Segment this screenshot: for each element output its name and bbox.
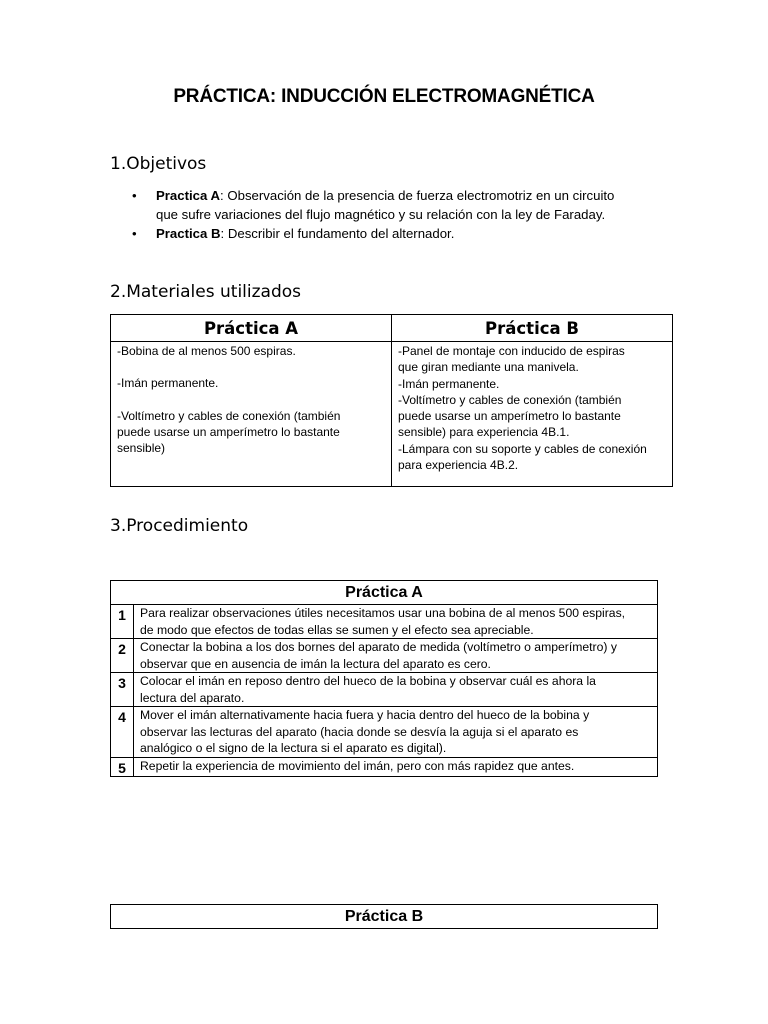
step-text: Para realizar observaciones útiles necesitamos usar una bobina de al menos 500 espiras, de modo que efectos de todas ellas se sumen y el efecto sea apreciable. xyxy=(134,605,658,639)
objective-text: que sufre variaciones del flujo magnético y su relación con la ley de Faraday. xyxy=(156,207,606,222)
step-text: Colocar el imán en reposo dentro del hueco de la bobina y observar cuál es ahora la lectura del aparato. xyxy=(134,673,658,707)
material-line: -Bobina de al menos 500 espiras. xyxy=(117,344,296,358)
material-line: puede usarse un amperímetro lo bastante xyxy=(117,424,340,439)
material-line: puede usarse un amperímetro lo bastante xyxy=(398,409,621,424)
material-line: -Voltímetro y cables de conexión (también xyxy=(117,408,341,423)
material-line: -Imán permanente. xyxy=(117,376,219,391)
step-number: 1 xyxy=(111,605,134,639)
section-heading-objetivos: 1.Objetivos xyxy=(110,154,207,174)
step-text: Mover el imán alternativamente hacia fuera y hacia dentro del hueco de la bobina y observar las lecturas del aparato (hacia donde se desvía la aguja si el aparato es analógico o el signo de la lectura si el aparato es digital). xyxy=(134,707,658,758)
materials-header-b: Práctica B xyxy=(392,315,673,342)
section-heading-materiales: 2.Materiales utilizados xyxy=(110,282,302,302)
table-row xyxy=(111,757,658,776)
material-line: -Voltímetro y cables de conexión (también xyxy=(398,392,622,407)
step-text: Conectar la bobina a los dos bornes del aparato de medida (voltímetro o amperímetro) y observar que en ausencia de imán la lectura del aparato es cero. xyxy=(134,639,658,673)
step-number: 4 xyxy=(111,707,134,758)
page-title: PRÁCTICA: INDUCCIÓN ELECTROMAGNÉTICA xyxy=(173,86,595,107)
step-number: 3 xyxy=(111,673,134,707)
material-line: -Panel de montaje con inducido de espiras xyxy=(398,344,625,358)
objective-label: Practica B xyxy=(156,226,221,241)
step-number: 5 xyxy=(111,757,134,776)
material-line: que giran mediante una manivela. xyxy=(398,360,579,375)
objective-text: : Observación de la presencia de fuerza electromotriz en un circuito xyxy=(220,188,615,203)
step-text: Repetir la experiencia de movimiento del imán, pero con más rapidez que antes. xyxy=(134,757,658,776)
procedure-table-b xyxy=(110,904,658,929)
step-number: 2 xyxy=(111,639,134,673)
material-line: -Lámpara con su soporte y cables de conexión xyxy=(398,441,647,456)
table-row xyxy=(111,673,658,707)
materials-cell-a xyxy=(111,342,392,487)
list-item xyxy=(132,186,672,224)
procedure-table-a xyxy=(110,580,658,777)
table-row xyxy=(111,639,658,673)
section-heading-procedimiento: 3.Procedimiento xyxy=(110,516,249,536)
materials-cell-b xyxy=(392,342,673,487)
material-line: sensible) para experiencia 4B.1. xyxy=(398,425,570,440)
materials-table xyxy=(110,314,673,487)
material-line: para experiencia 4B.2. xyxy=(398,458,519,473)
list-item xyxy=(132,224,672,243)
material-line: -Imán permanente. xyxy=(398,376,500,391)
materials-header-a: Práctica A xyxy=(111,315,392,342)
objective-text: : Describir el fundamento del alternador. xyxy=(220,226,455,241)
procedure-header-a: Práctica A xyxy=(111,581,658,605)
bullet-icon: • xyxy=(132,226,137,241)
table-row xyxy=(111,707,658,758)
objective-label: Practica A xyxy=(156,188,221,203)
material-line: sensible) xyxy=(117,441,166,456)
procedure-header-b: Práctica B xyxy=(111,905,658,929)
objectives-list xyxy=(132,186,672,243)
table-row xyxy=(111,605,658,639)
bullet-icon: • xyxy=(132,188,137,203)
